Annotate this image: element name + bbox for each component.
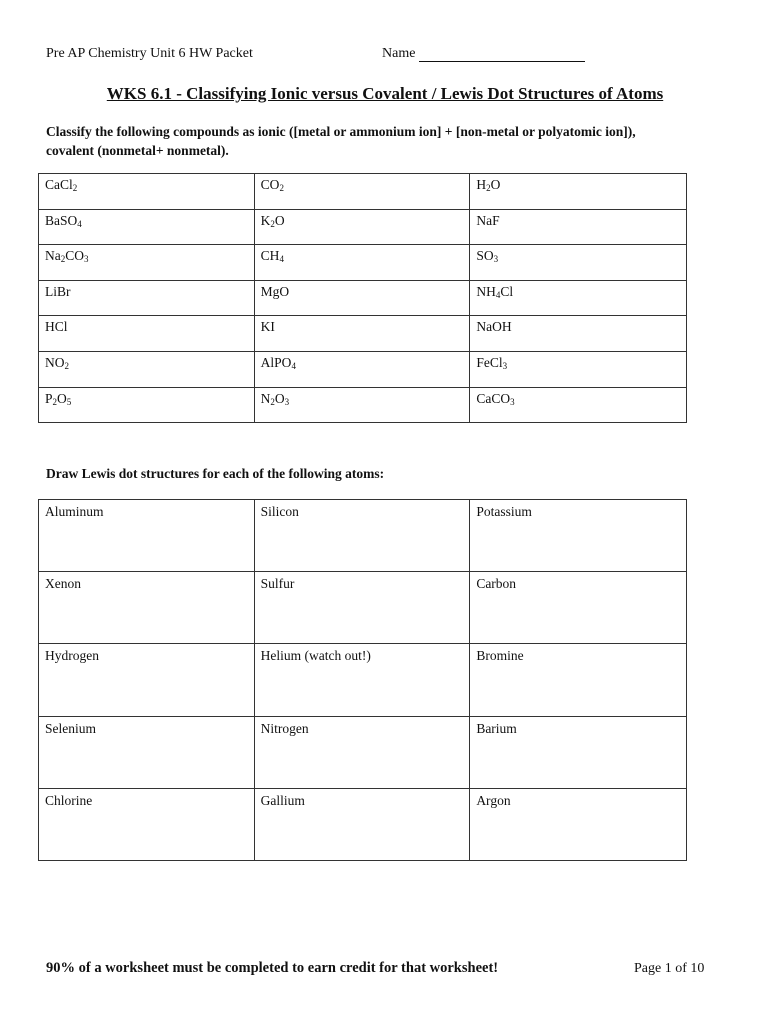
formula-part: O	[57, 390, 67, 406]
compound-formula	[476, 213, 499, 228]
atom-name: Gallium	[260, 792, 305, 808]
formula-part: CaCl	[45, 177, 73, 192]
compound-formula	[45, 284, 71, 299]
formula-part: 2	[72, 183, 78, 193]
compound-cell[interactable]	[470, 209, 687, 245]
atom-name: Potassium	[476, 504, 532, 519]
compound-cell[interactable]	[470, 280, 687, 316]
compound-cell[interactable]	[254, 387, 470, 423]
formula-part: 2	[270, 218, 275, 229]
atom-cell[interactable]	[39, 788, 255, 860]
compound-row	[39, 387, 687, 423]
formula-part: 4	[77, 218, 82, 229]
course-header: Pre AP Chemistry Unit 6 HW Packet	[46, 46, 253, 61]
formula-part: CO	[260, 177, 280, 192]
atom-cell[interactable]	[470, 716, 687, 788]
atom-name: Chlorine	[45, 792, 93, 808]
formula-part: 2	[64, 360, 69, 371]
atom-row	[39, 500, 687, 572]
compound-cell[interactable]	[470, 245, 687, 281]
atom-cell[interactable]	[39, 644, 255, 716]
formula-part: LiBr	[45, 283, 71, 299]
page-number: Page 1 of 10	[634, 961, 705, 976]
atom-cell[interactable]	[470, 572, 687, 644]
formula-part: 3	[510, 396, 515, 407]
atom-name: Silicon	[260, 504, 299, 519]
instructions-line-2: covalent (nonmetal+ nonmetal).	[46, 143, 229, 158]
lewis-atoms-table	[38, 499, 687, 861]
atom-name: Argon	[476, 792, 511, 808]
worksheet-title: WKS 6.1 - Classifying Ionic versus Covalent / Lewis Dot Structures of Atoms	[106, 84, 664, 103]
compound-formula	[476, 177, 500, 192]
compound-cell[interactable]	[39, 245, 255, 281]
compound-formula	[261, 213, 285, 228]
compound-formula	[261, 391, 290, 406]
compound-cell[interactable]	[254, 280, 470, 316]
compound-cell[interactable]	[254, 174, 470, 210]
compound-cell[interactable]	[470, 387, 687, 423]
formula-part: Na	[45, 248, 61, 264]
formula-part: 2	[279, 183, 284, 193]
formula-part: 2	[52, 396, 58, 407]
formula-part: 3	[284, 396, 290, 407]
atom-name: Bromine	[476, 648, 524, 664]
atom-name: Xenon	[45, 576, 81, 592]
atom-cell[interactable]	[470, 500, 687, 572]
compound-formula	[476, 248, 498, 263]
compound-cell[interactable]	[39, 280, 255, 316]
compound-row	[39, 209, 687, 245]
formula-part: HCl	[45, 319, 68, 335]
compound-formula	[45, 355, 69, 370]
formula-part: KI	[260, 319, 275, 335]
compound-cell[interactable]	[39, 316, 255, 352]
formula-part: 3	[493, 254, 499, 265]
formula-part: 2	[60, 254, 66, 265]
formula-part: 3	[502, 360, 508, 371]
atom-cell[interactable]	[254, 788, 470, 860]
formula-part: CH	[260, 248, 280, 264]
formula-part: O	[274, 212, 285, 228]
atom-cell[interactable]	[254, 572, 470, 644]
formula-part: MgO	[260, 283, 290, 299]
formula-part: NaF	[476, 212, 500, 228]
compound-cell[interactable]	[39, 209, 255, 245]
formula-part: CaCO	[476, 390, 511, 406]
formula-part: AlPO	[260, 354, 292, 370]
atom-name: Barium	[476, 720, 517, 736]
compound-formula	[261, 248, 284, 263]
atom-cell[interactable]	[470, 644, 687, 716]
atom-cell[interactable]	[254, 500, 470, 572]
formula-part: NH	[476, 283, 496, 299]
name-label: Name	[382, 46, 416, 61]
compound-row	[39, 280, 687, 316]
atom-row	[39, 716, 687, 788]
classify-instructions	[46, 122, 726, 160]
atom-name: Selenium	[45, 720, 96, 736]
atom-cell[interactable]	[39, 500, 255, 572]
compound-cell[interactable]	[254, 351, 470, 387]
compound-formula	[476, 355, 507, 370]
compound-cell[interactable]	[254, 316, 470, 352]
compound-row	[39, 245, 687, 281]
formula-part: 2	[486, 183, 491, 193]
formula-part: 4	[495, 289, 501, 300]
formula-part: FeCl	[476, 354, 503, 370]
atom-name: Hydrogen	[45, 648, 99, 664]
formula-part: NaOH	[476, 319, 512, 335]
compound-cell[interactable]	[254, 245, 470, 281]
atom-row	[39, 572, 687, 644]
formula-part: SO	[476, 248, 494, 264]
formula-part: BaSO	[45, 212, 78, 228]
atom-name: Sulfur	[260, 576, 295, 592]
formula-part: 2	[270, 396, 275, 407]
compound-formula	[45, 319, 68, 334]
atom-name: Helium (watch out!)	[260, 648, 371, 664]
compound-cell[interactable]	[470, 351, 687, 387]
compound-formula	[45, 391, 71, 406]
atom-cell[interactable]	[470, 788, 687, 860]
compound-row	[39, 351, 687, 387]
compound-cell[interactable]	[39, 351, 255, 387]
compound-cell[interactable]	[470, 316, 687, 352]
compound-row	[39, 174, 687, 210]
atom-name: Carbon	[476, 576, 517, 592]
lewis-heading: Draw Lewis dot structures for each of the following atoms:	[46, 466, 385, 481]
formula-part: NO	[45, 354, 65, 370]
formula-part: 4	[279, 254, 284, 265]
compound-formula	[476, 391, 514, 406]
formula-part: O	[490, 177, 501, 192]
formula-part: 4	[291, 360, 296, 371]
atom-cell[interactable]	[39, 572, 255, 644]
atom-cell[interactable]	[254, 644, 470, 716]
compound-formula	[261, 284, 290, 299]
atom-cell[interactable]	[254, 716, 470, 788]
formula-part: 5	[66, 396, 72, 407]
compound-cell[interactable]	[254, 209, 470, 245]
atom-cell[interactable]	[39, 716, 255, 788]
atom-row	[39, 644, 687, 716]
compound-formula	[476, 319, 511, 334]
compound-formula	[261, 177, 284, 192]
compound-formula	[261, 319, 275, 334]
compound-formula	[45, 248, 89, 263]
formula-part: CO	[65, 248, 85, 264]
formula-part: Cl	[500, 283, 514, 299]
compound-formula	[45, 213, 82, 228]
name-field[interactable]	[382, 46, 585, 62]
instructions-line-1: Classify the following compounds as ionic ([metal or ammonium ion] + [non-metal or polyatomic ion]),	[46, 124, 636, 139]
name-blank-line[interactable]	[419, 47, 585, 62]
compound-formula	[261, 355, 296, 370]
compound-formula	[45, 177, 77, 192]
atom-name: Aluminum	[45, 504, 104, 519]
formula-part: H	[476, 177, 487, 192]
compound-formula	[476, 284, 513, 299]
formula-part: 3	[84, 254, 89, 265]
compound-cell[interactable]	[39, 387, 255, 423]
atom-name: Nitrogen	[260, 720, 309, 736]
compound-row	[39, 316, 687, 352]
formula-part: N	[260, 390, 271, 406]
footer-note: 90% of a worksheet must be completed to earn credit for that worksheet!	[46, 960, 499, 976]
compound-cell[interactable]	[39, 174, 255, 210]
atom-row	[39, 788, 687, 860]
compound-cell[interactable]	[470, 174, 687, 210]
formula-part: K	[260, 212, 271, 228]
formula-part: P	[45, 390, 53, 406]
compounds-table	[38, 173, 687, 423]
formula-part: O	[274, 390, 285, 406]
